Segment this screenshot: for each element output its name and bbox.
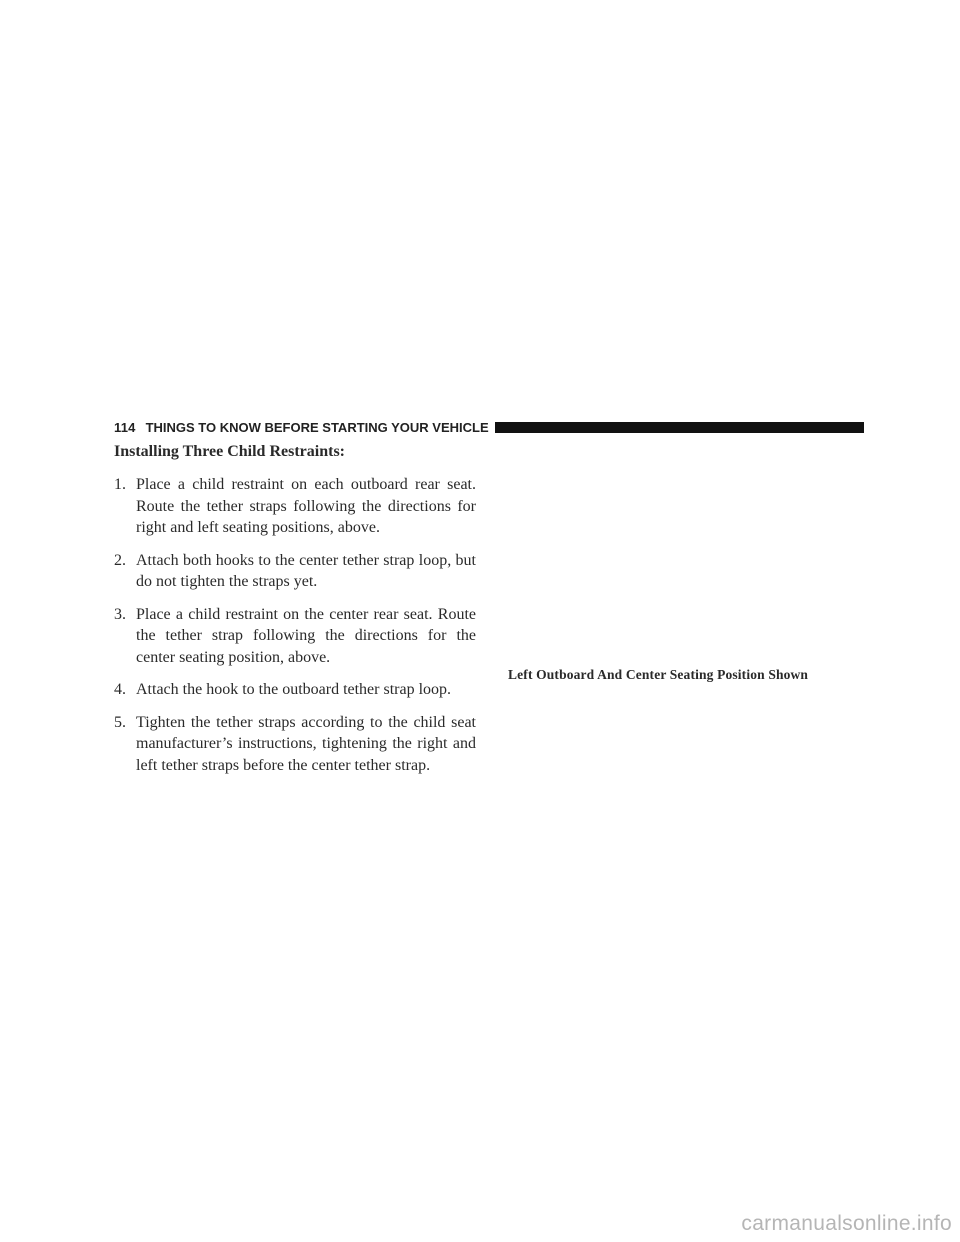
steps-list	[114, 474, 476, 776]
step-number: 2.	[114, 551, 126, 569]
step-item	[114, 474, 476, 539]
step-number: 3.	[114, 605, 126, 623]
step-number: 1.	[114, 476, 126, 493]
watermark: carmanualsonline.info	[741, 1212, 952, 1235]
step-text: Place a child restraint on each outboard rear seat. Route the tether straps following the directions for right and left seating positions, above.	[136, 476, 476, 536]
step-item	[114, 550, 476, 593]
step-text: Attach the hook to the outboard tether strap loop.	[136, 681, 452, 698]
step-item	[114, 712, 476, 777]
step-text: Tighten the tether straps according to the child seat manufacturer’s instructions, tightening the right and left tether straps before the center tether strap.	[136, 713, 476, 774]
page-header	[114, 416, 864, 438]
step-text: Attach both hooks to the center tether strap loop, but do not tighten the straps yet.	[136, 551, 476, 590]
step-number: 4.	[114, 681, 126, 698]
step-number: 5.	[114, 713, 126, 731]
step-item	[114, 604, 476, 669]
figure-caption: Left Outboard And Center Seating Position Shown	[508, 667, 809, 682]
header-rule	[495, 422, 864, 433]
content-column	[114, 442, 476, 787]
section-heading: Installing Three Child Restraints:	[114, 443, 345, 460]
step-item	[114, 679, 476, 701]
step-text: Place a child restraint on the center rear seat. Route the tether strap following the directions for the center seating position, above.	[136, 605, 476, 666]
page-number: 114	[114, 419, 136, 435]
chapter-title: THINGS TO KNOW BEFORE STARTING YOUR VEHICLE	[145, 419, 489, 435]
